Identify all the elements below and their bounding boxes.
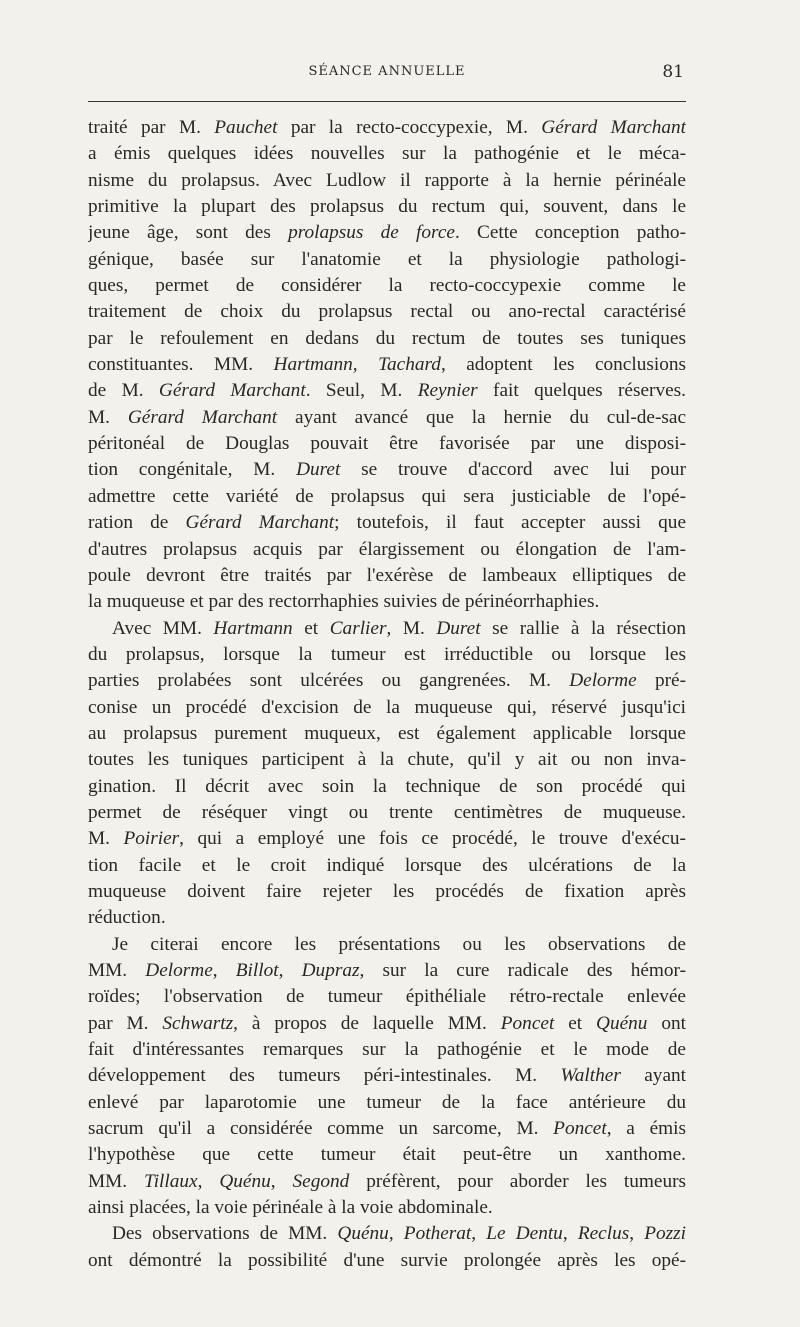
text-line: sacrum qu'il a considérée comme un sarcome, M. Poncet, a émis	[88, 1118, 686, 1140]
text-line: MM. Delorme, Billot, Dupraz, sur la cure radicale des hémor-	[88, 960, 686, 981]
text-line: l'hypothèse que cette tumeur était peut-être un xanthome.	[88, 1144, 686, 1166]
text-line: fait d'intéressantes remarques sur la pathogénie et le mode de	[88, 1039, 686, 1061]
person-name: Billot	[235, 960, 279, 981]
text-line: M. Poirier, qui a employé une fois ce procédé, le trouve d'exécu-	[88, 828, 686, 850]
person-name: Delorme	[145, 960, 213, 981]
running-title: SÉANCE ANNUELLE	[308, 64, 466, 79]
person-name: Segond	[292, 1170, 350, 1192]
text-line: MM. Tillaux, Quénu, Segond préfèrent, pour aborder les tumeurs	[88, 1170, 686, 1192]
text-line: Avec MM. Hartmann et Carlier, M. Duret se rallie à la résection	[112, 617, 686, 639]
text-line: tion congénitale, M. Duret se trouve d'accord avec lui pour	[88, 459, 686, 481]
text-line: constituantes. MM. Hartmann, Tachard, adoptent les conclusions	[88, 354, 686, 376]
person-name: Gérard Marchant	[185, 512, 335, 534]
text-line: enlevé par laparotomie une tumeur de la face antérieure du	[88, 1091, 686, 1113]
text-line: par M. Schwartz, à propos de laquelle MM. Poncet et Quénu ont	[88, 1012, 686, 1034]
person-name: Hartmann	[273, 354, 353, 376]
text-line: péritonéal de Douglas pouvait être favorisée par une disposi-	[88, 433, 686, 455]
person-name: Potherat	[403, 1223, 472, 1245]
text-line: tion facile et le croit indiqué lorsque des ulcérations de la	[88, 854, 686, 876]
text-line: conise un procédé d'excision de la muqueuse qui, réservé jusqu'ici	[88, 696, 686, 718]
text-line: réduction.	[88, 907, 166, 929]
text-line: par le refoulement en dedans du rectum de toutes ses tuniques	[88, 327, 686, 349]
person-name: Quénu	[219, 1170, 271, 1192]
text-line: ont démontré la possibilité d'une survie prolongée après les opé-	[88, 1249, 686, 1271]
person-name: Tillaux	[144, 1170, 198, 1192]
text-line: du prolapsus, lorsque la tumeur est irréductible ou lorsque les	[88, 643, 686, 665]
person-name: Pozzi	[644, 1223, 686, 1245]
text-line: admettre cette variété de prolapsus qui sera justiciable de l'opé-	[88, 485, 686, 507]
person-name: Hartmann	[213, 617, 293, 639]
person-name: Pauchet	[214, 117, 278, 138]
text-line: Je citerai encore les présentations ou les observations de	[112, 933, 686, 955]
text-line: ration de Gérard Marchant; toutefois, il faut accepter aussi que	[88, 512, 686, 534]
text-line: a émis quelques idées nouvelles sur la pathogénie et le méca-	[88, 143, 686, 165]
text-line: muqueuse doivent faire rejeter les procédés de fixation après	[88, 880, 686, 902]
text-line: permet de réséquer vingt ou trente centimètres de muqueuse.	[88, 801, 686, 823]
text-line: nisme du prolapsus. Avec Ludlow il rapporte à la hernie périnéale	[88, 169, 686, 191]
person-name: Poncet	[500, 1012, 555, 1034]
page-number: 81	[662, 62, 684, 82]
person-name: Poirier	[123, 828, 180, 850]
person-name: Le Dentu	[486, 1223, 563, 1245]
text-line: Des observations de MM. Quénu, Potherat, Le Dentu, Reclus, Pozzi	[112, 1223, 686, 1245]
person-name: Delorme	[569, 670, 637, 692]
text-line: parties prolabées sont ulcérées ou gangrenées. M. Delorme pré-	[88, 670, 686, 692]
person-name: Quénu	[337, 1223, 389, 1245]
person-name: Gérard Marchant	[127, 406, 278, 428]
person-name: Carlier	[329, 617, 387, 639]
text-line: la muqueuse et par des rectorrhaphies suivies de périnéorrhaphies.	[88, 591, 600, 613]
person-name: Quénu	[596, 1012, 648, 1034]
person-name: prolapsus de force	[288, 222, 455, 244]
person-name: Poncet	[553, 1118, 607, 1140]
text-line: primitive la plupart des prolapsus du rectum qui, souvent, dans le	[88, 196, 686, 218]
person-name: Duret	[296, 459, 341, 481]
text-line: traité par M. Pauchet par la recto-coccypexie, M. Gérard Marchant	[88, 117, 686, 138]
text-line: au prolapsus purement muqueux, est également applicable lorsque	[88, 722, 686, 744]
text-line: roïdes; l'observation de tumeur épithéliale rétro-rectale enlevée	[88, 986, 686, 1008]
text-line: traitement de choix du prolapsus rectal ou ano-rectal caractérisé	[88, 301, 686, 323]
text-line: génique, basée sur l'anatomie et la physiologie pathologi-	[88, 248, 686, 270]
body-text	[88, 115, 686, 1274]
text-line: poule devront être traités par l'exérèse de lambeaux elliptiques de	[88, 564, 686, 586]
person-name: Gérard Marchant	[541, 117, 686, 138]
text-line: jeune âge, sont des prolapsus de force. Cette conception patho-	[88, 222, 686, 244]
text-line: de M. Gérard Marchant. Seul, M. Reynier fait quelques réserves.	[88, 380, 686, 402]
person-name: Schwartz	[162, 1012, 234, 1034]
text-line: d'autres prolapsus acquis par élargissement ou élongation de l'am-	[88, 538, 686, 560]
person-name: Gérard Marchant	[158, 380, 306, 402]
person-name: Duret	[436, 617, 481, 639]
text-line: développement des tumeurs péri-intestinales. M. Walther ayant	[88, 1065, 686, 1087]
person-name: Dupraz	[301, 960, 360, 981]
text-line: toutes les tuniques participent à la chute, qu'il y ait ou non inva-	[88, 749, 686, 771]
person-name: Reynier	[417, 380, 478, 402]
page-header	[88, 62, 686, 86]
text-line: ainsi placées, la voie périnéale à la voie abdominale.	[88, 1197, 493, 1219]
person-name: Reclus	[577, 1223, 630, 1245]
text-line: gination. Il décrit avec soin la technique de son procédé qui	[88, 775, 686, 797]
person-name: Tachard	[378, 354, 441, 376]
header-rule	[88, 101, 686, 102]
text-line: ques, permet de considérer la recto-coccypexie comme le	[88, 275, 686, 297]
text-line: M. Gérard Marchant ayant avancé que la hernie du cul-de-sac	[88, 406, 686, 428]
person-name: Walther	[560, 1065, 621, 1087]
